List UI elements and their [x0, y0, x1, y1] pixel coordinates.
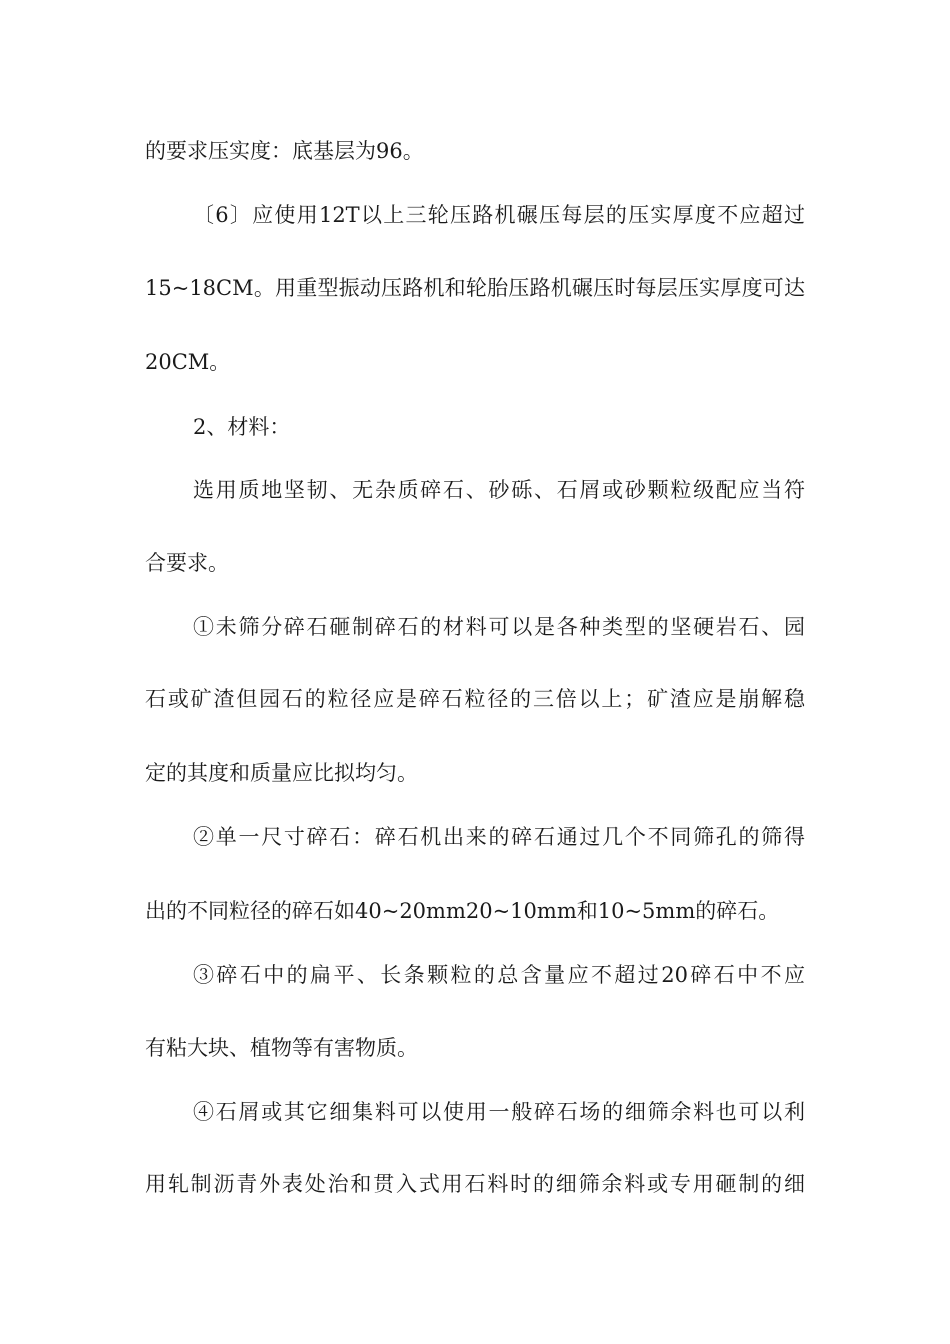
text-line: 有粘大块、植物等有害物质。 [145, 1036, 418, 1060]
text-line: ①未筛分碎石砸制碎石的材料可以是各种类型的坚硬岩石、园 [193, 615, 805, 639]
section-heading: 2、材料： [193, 415, 291, 439]
text-line: 合要求。 [145, 551, 229, 575]
text-line: ②单一尺寸碎石：碎石机出来的碎石通过几个不同筛孔的筛得 [193, 825, 805, 849]
text-line: 15~18CM。用重型振动压路机和轮胎压路机碾压时每层压实厚度可达 [145, 276, 805, 300]
text-line: 选用质地坚韧、无杂质碎石、砂砾、石屑或砂颗粒级配应当符 [193, 478, 805, 502]
text-line: 〔6〕应使用12T以上三轮压路机碾压每层的压实厚度不应超过 [193, 203, 805, 227]
text-line: 出的不同粒径的碎石如40~20mm20~10mm和10~5mm的碎石。 [145, 899, 780, 923]
text-line: 用轧制沥青外表处治和贯入式用石料时的细筛余料或专用砸制的细 [145, 1172, 805, 1196]
text-line: 20CM。 [145, 350, 231, 374]
text-line: ④石屑或其它细集料可以使用一般碎石场的细筛余料也可以利 [193, 1100, 805, 1124]
text-line: 的要求压实度：底基层为96。 [145, 139, 424, 163]
text-line: ③碎石中的扁平、长条颗粒的总含量应不超过20碎石中不应 [193, 963, 805, 987]
text-line: 定的其度和质量应比拟均匀。 [145, 761, 418, 785]
text-line: 石或矿渣但园石的粒径应是碎石粒径的三倍以上；矿渣应是崩解稳 [145, 687, 805, 711]
